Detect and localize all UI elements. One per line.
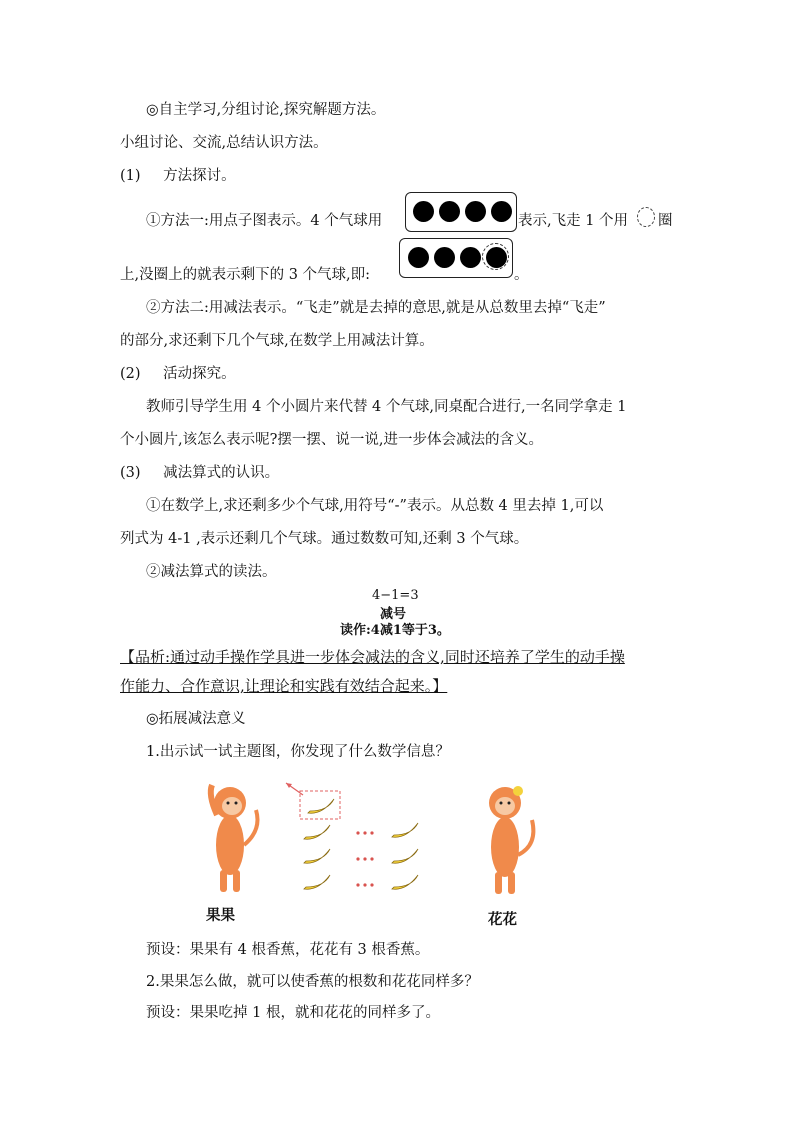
method-one-text-a: ①方法一:用点子图表示。4 个气球用 [146,213,383,229]
section-1-heading [120,166,236,186]
method-one-text-b: 表示,飞走 1 个用 [518,213,629,229]
monkeys-bananas-illustration [200,775,560,915]
equation: 4−1=3 [372,588,419,603]
section-2-heading [120,364,236,384]
method-two-line-1: ②方法二:用减法表示。“飞走”就是去掉的意思,就是从总数里去掉“飞走” [146,300,606,316]
dashed-circle-icon [637,207,655,227]
dot-icon [465,201,486,222]
assumption-1: 预设：果果有 4 根香蕉，花花有 3 根香蕉。 [146,942,430,958]
section-3-number: (3) [120,465,141,481]
dot-icon [491,201,512,222]
method-one-text-c: 圈 [658,213,673,229]
intro-line: ◎自主学习,分组讨论,探究解题方法。 [146,102,386,118]
dot-icon [439,201,460,222]
monkey-guoguo-icon [211,785,258,892]
section-1-number: (1) [120,168,141,184]
assumption-2: 预设：果果吃掉 1 根，就和花花的同样多了。 [146,1005,440,1021]
activity-line-1: 教师引导学生用 4 个小圆片来代替 4 个气球,同桌配合进行,一名同学拿走 1 [146,399,627,415]
section-2-number: (2) [120,366,141,382]
subtraction-line-2: 列式为 4-1 ,表示还剩几个气球。通过数数可知,还剩 3 个气球。 [120,531,529,547]
method-two-line-2: 的部分,求还剩下几个气球,在数学上用减法计算。 [120,333,434,349]
section-3-title: 减法算式的认识。 [163,465,280,481]
monkey-huahua-icon [489,786,533,894]
dot-icon [460,247,481,268]
monkey-guoguo-label: 果果 [206,907,235,924]
subtraction-line-1: ①在数学上,求还剩多少个气球,用符号“-”表示。从总数 4 里去掉 1,可以 [146,498,604,514]
activity-line-2: 个小圆片,该怎么表示呢?摆一摆、说一说,进一步体会减法的含义。 [120,432,543,448]
extend-heading: ◎拓展减法意义 [146,711,246,727]
reading-heading: ②减法算式的读法。 [146,564,277,580]
discussion-line: 小组讨论、交流,总结认识方法。 [120,135,328,151]
analysis-line-2: 作能力、合作意识,让理论和实践有效结合起来。】 [120,677,448,695]
question-2: 2.果果怎么做，就可以使香蕉的根数和花花同样多？ [146,974,479,990]
three-dots-one-circled-box [399,238,513,278]
dot-icon [408,247,429,268]
analysis-line-1: 【品析:通过动手操作学具进一步体会减法的含义,同时还培养了学生的动手操 [120,648,625,666]
monkey-huahua-label: 花花 [488,911,517,928]
minus-sign-label: 减号 [380,607,407,622]
section-2-title: 活动探究。 [163,366,236,382]
four-dots-box [405,192,517,232]
dot-icon [486,247,507,268]
question-1: 1.出示试一试主题图，你发现了什么数学信息？ [146,744,450,760]
section-3-heading [120,463,279,483]
dot-icon [434,247,455,268]
dot-icon [413,201,434,222]
method-one-text-d: 上,没圈上的就表示剩下的 3 个气球,即: [120,267,371,283]
section-1-title: 方法探讨。 [163,168,236,184]
method-one-text-e: 。 [514,267,529,283]
equation-reading: 读作:4减1等于3。 [340,623,450,638]
